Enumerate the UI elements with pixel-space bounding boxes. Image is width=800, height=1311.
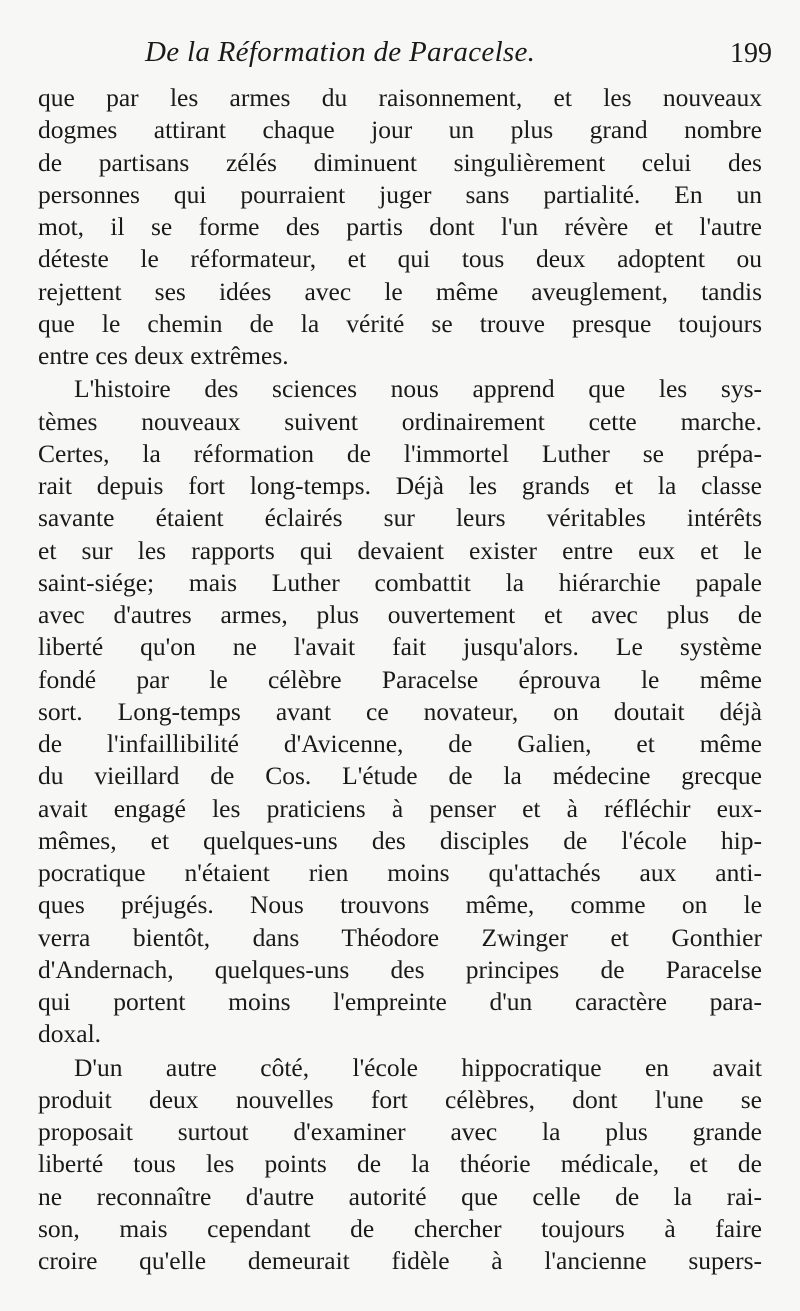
text-line: mêmes, et quelques-uns des disciples de l'école hip- [38, 825, 762, 855]
text-line: liberté tous les points de la théorie médicale, et de [38, 1149, 762, 1179]
page-number: 199 [730, 38, 772, 69]
text-line: de partisans zélés diminuent singulièrement celui des [38, 147, 762, 177]
text-line: entre ces deux extrêmes. [38, 341, 289, 370]
text-line: proposait surtout d'examiner avec la plus grande [38, 1117, 762, 1146]
text-line: de l'infaillibilité d'Avicenne, de Galien, et même [38, 729, 762, 758]
text-line: doxal. [38, 1019, 102, 1049]
text-line: liberté qu'on ne l'avait fait jusqu'alors. Le système [38, 632, 762, 662]
paragraph-2 [38, 373, 762, 1050]
text-line: avec d'autres armes, plus ouvertement et avec plus de [38, 600, 762, 629]
text-line: Certes, la réformation de l'immortel Luther se prépa- [38, 438, 762, 468]
text-line: déteste le réformateur, et qui tous deux adoptent ou [38, 244, 762, 274]
text-line: personnes qui pourraient juger sans partialité. En un [38, 179, 762, 209]
text-line: d'Andernach, quelques-uns des principes de Paracelse [38, 954, 762, 984]
paragraph-3 [38, 1052, 762, 1278]
text-line: que le chemin de la vérité se trouve presque toujours [38, 308, 762, 338]
text-line: ne reconnaître d'autre autorité que celle de la rai- [38, 1181, 762, 1211]
text-line: saint-siége; mais Luther combattit la hiérarchie papale [38, 567, 762, 597]
running-title: De la Réformation de Paracelse. [145, 36, 536, 68]
text-line: verra bientôt, dans Théodore Zwinger et Gonthier [38, 922, 762, 952]
text-line: que par les armes du raisonnement, et les nouveaux [38, 83, 762, 112]
text-line: qui portent moins l'empreinte d'un caractère para- [38, 987, 762, 1016]
text-line: tèmes nouveaux suivent ordinairement cette marche. [38, 406, 762, 436]
text-line: croire qu'elle demeurait fidèle à l'ancienne supers- [38, 1246, 762, 1275]
text-line: du vieillard de Cos. L'étude de la médecine grecque [38, 761, 762, 791]
text-line: rejettent ses idées avec le même aveuglement, tandis [38, 276, 762, 306]
running-head [40, 36, 772, 76]
text-line: son, mais cependant de chercher toujours à faire [38, 1213, 762, 1243]
text-line: avait engagé les praticiens à penser et à réfléchir eux- [38, 793, 762, 823]
text-line: et sur les rapports qui devaient exister entre eux et le [38, 535, 762, 565]
text-line: D'un autre côté, l'école hippocratique en avait [74, 1052, 762, 1082]
text-line: mot, il se forme des partis dont l'un révère et l'autre [38, 212, 762, 241]
text-line: dogmes attirant chaque jour un plus grand nombre [38, 115, 762, 145]
paragraph-1 [38, 82, 762, 372]
text-line: rait depuis fort long-temps. Déjà les grands et la classe [38, 471, 762, 500]
text-line: ques préjugés. Nous trouvons même, comme on le [38, 890, 762, 920]
text-line: produit deux nouvelles fort célèbres, dont l'une se [38, 1084, 762, 1114]
text-line: pocratique n'étaient rien moins qu'attachés aux anti- [38, 858, 762, 887]
text-line: fondé par le célèbre Paracelse éprouva le même [38, 664, 762, 694]
text-line: sort. Long-temps avant ce novateur, on doutait déjà [38, 696, 762, 726]
text-line: L'histoire des sciences nous apprend que les sys- [74, 374, 762, 404]
text-line: savante étaient éclairés sur leurs véritables intérêts [38, 503, 762, 533]
body-text [38, 82, 762, 1278]
